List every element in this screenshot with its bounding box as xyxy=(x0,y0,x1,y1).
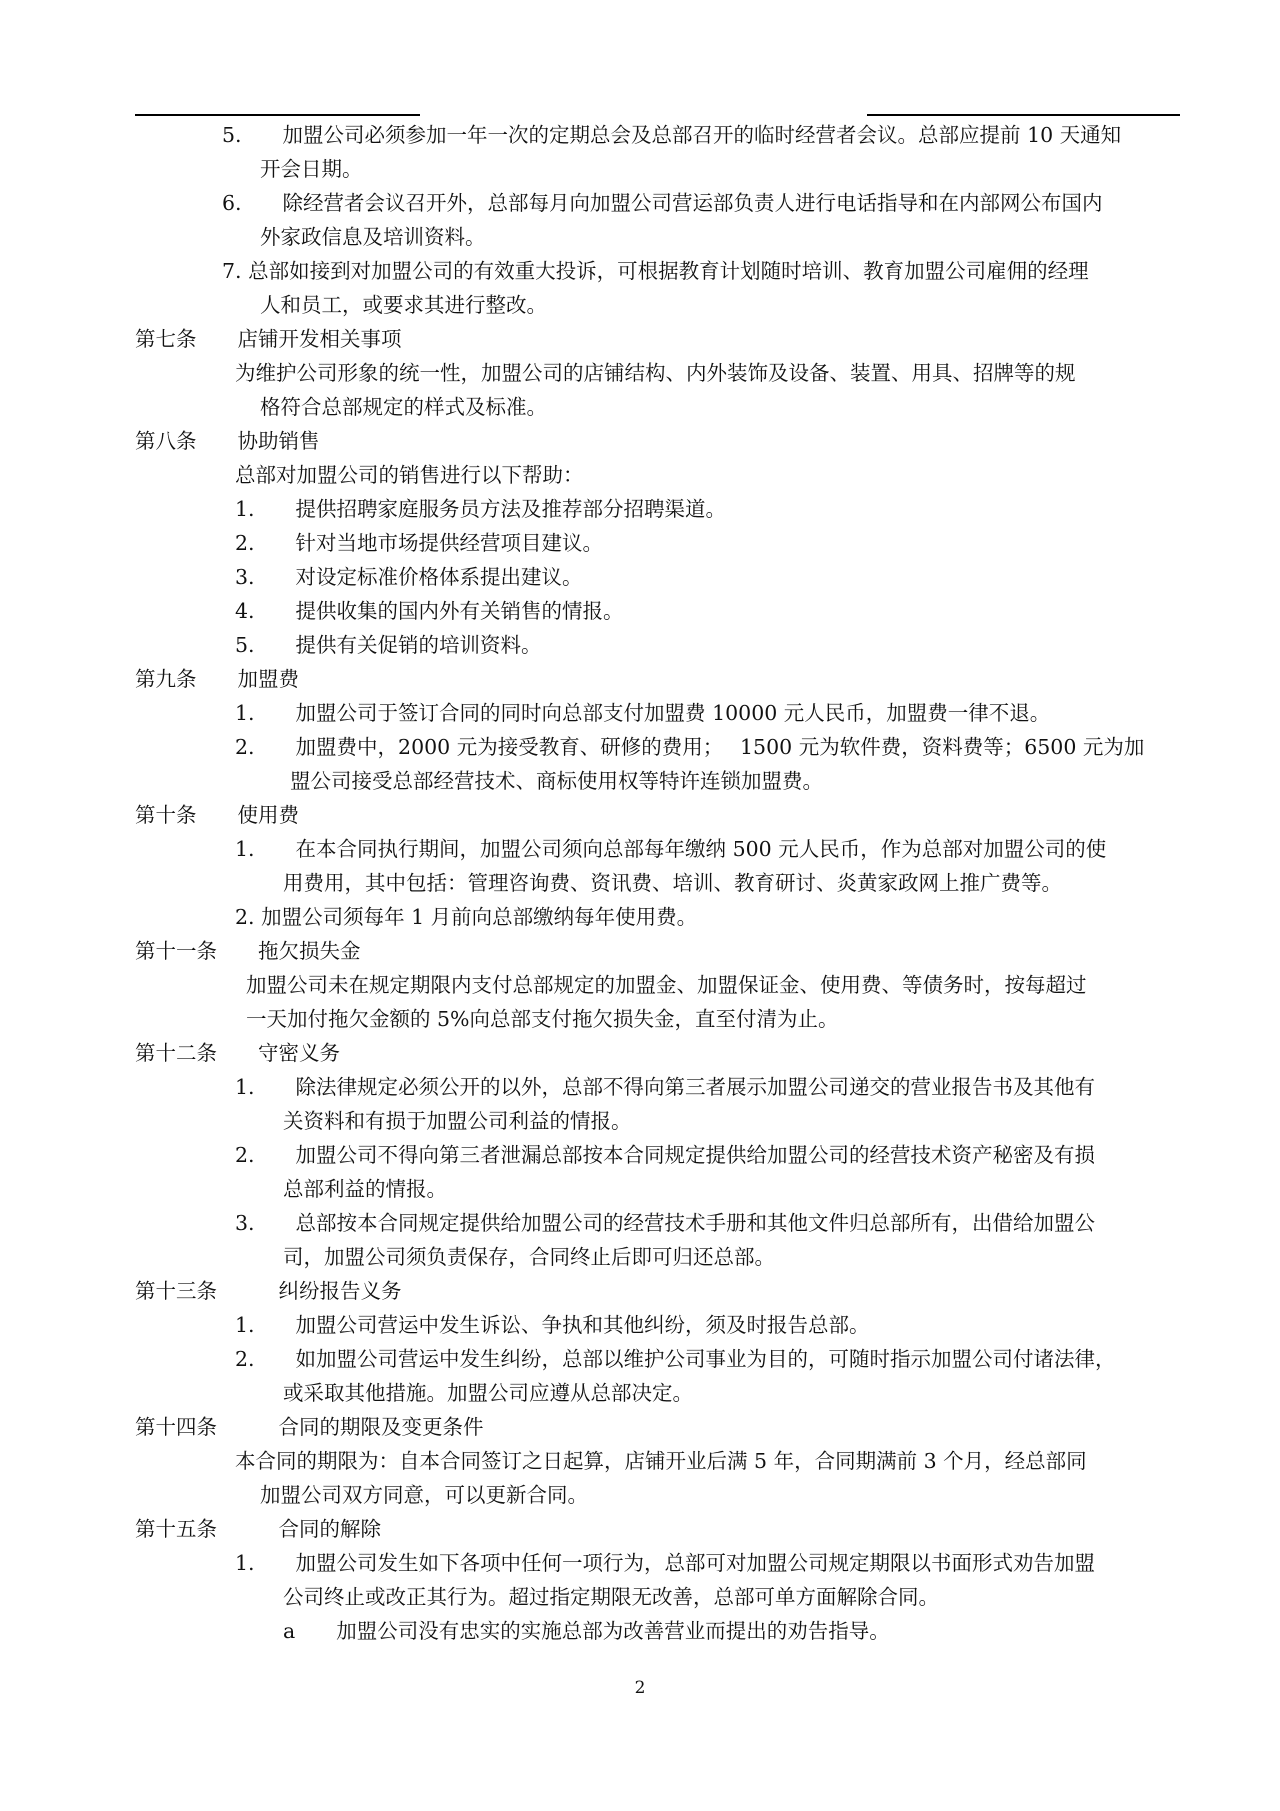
clause-12-item-3-cont: 司，加盟公司须负责保存，合同终止后即可归还总部。 xyxy=(283,1245,775,1269)
clause-7-body: 为维护公司形象的统一性，加盟公司的店铺结构、内外装饰及设备、装置、用具、招牌等的规 xyxy=(235,361,1076,385)
page-number: 2 xyxy=(634,1678,646,1698)
clause-13-item-2-cont: 或采取其他措施。加盟公司应遵从总部决定。 xyxy=(283,1381,693,1405)
clause-14-body-cont: 加盟公司双方同意，可以更新合同。 xyxy=(260,1483,588,1507)
clause-15-item-1: 1. 加盟公司发生如下各项中任何一项行为，总部可对加盟公司规定期限以书面形式劝告加盟 xyxy=(235,1551,1096,1575)
clause-10-item-2: 2. 加盟公司须每年 1 月前向总部缴纳每年使用费。 xyxy=(235,905,698,929)
clause-6-item-7: 7. 总部如接到对加盟公司的有效重大投诉，可根据教育计划随时培训、教育加盟公司雇佣的经理 xyxy=(222,259,1089,283)
clause-8-intro: 总部对加盟公司的销售进行以下帮助： xyxy=(235,463,584,487)
header-rule-right xyxy=(867,114,1180,116)
clause-8-item-2: 2. 针对当地市场提供经营项目建议。 xyxy=(235,531,604,555)
clause-12-item-1-cont: 关资料和有损于加盟公司利益的情报。 xyxy=(283,1109,632,1133)
clause-7-body-cont: 格符合总部规定的样式及标准。 xyxy=(260,395,547,419)
clause-12-item-3: 3. 总部按本合同规定提供给加盟公司的经营技术手册和其他文件归总部所有，出借给加盟公 xyxy=(235,1211,1096,1235)
clause-12-item-2: 2. 加盟公司不得向第三者泄漏总部按本合同规定提供给加盟公司的经营技术资产秘密及有损 xyxy=(235,1143,1096,1167)
clause-11-body-cont: 一天加付拖欠金额的 5%向总部支付拖欠损失金，直至付清为止。 xyxy=(246,1007,839,1031)
clause-12-heading: 第十二条 守密义务 xyxy=(135,1041,340,1065)
clause-8-heading: 第八条 协助销售 xyxy=(135,429,320,453)
clause-14-body: 本合同的期限为：自本合同签订之日起算，店铺开业后满 5 年，合同期满前 3 个月，经总部同 xyxy=(235,1449,1087,1473)
clause-8-item-3: 3. 对设定标准价格体系提出建议。 xyxy=(235,565,583,589)
clause-11-heading: 第十一条 拖欠损失金 xyxy=(135,939,361,963)
clause-9-item-2: 2. 加盟费中，2000 元为接受教育、研修的费用； 1500 元为软件费，资料费等；6500 元为加 xyxy=(235,735,1145,759)
clause-12-item-1: 1. 除法律规定必须公开的以外，总部不得向第三者展示加盟公司递交的营业报告书及其他有 xyxy=(235,1075,1096,1099)
clause-12-item-2-cont: 总部利益的情报。 xyxy=(283,1177,447,1201)
clause-9-item-1: 1. 加盟公司于签订合同的同时向总部支付加盟费 10000 元人民币，加盟费一律不退。 xyxy=(235,701,1051,725)
clause-13-heading: 第十三条 纠纷报告义务 xyxy=(135,1279,402,1303)
clause-14-heading: 第十四条 合同的期限及变更条件 xyxy=(135,1415,484,1439)
header-rule-left xyxy=(135,114,420,116)
clause-10-item-1: 1. 在本合同执行期间，加盟公司须向总部每年缴纳 500 元人民币，作为总部对加盟公司的使 xyxy=(235,837,1107,861)
clause-9-item-2-cont: 盟公司接受总部经营技术、商标使用权等特许连锁加盟费。 xyxy=(290,769,823,793)
clause-6-item-6-cont: 外家政信息及培训资料。 xyxy=(260,225,486,249)
clause-6-item-6: 6. 除经营者会议召开外，总部每月向加盟公司营运部负责人进行电话指导和在内部网公布国内 xyxy=(222,191,1103,215)
clause-6-item-5-cont: 开会日期。 xyxy=(260,157,363,181)
clause-7-heading: 第七条 店铺开发相关事项 xyxy=(135,327,402,351)
clause-8-item-1: 1. 提供招聘家庭服务员方法及推荐部分招聘渠道。 xyxy=(235,497,727,521)
clause-10-item-1-cont: 用费用，其中包括：管理咨询费、资讯费、培训、教育研讨、炎黄家政网上推广费等。 xyxy=(283,871,1062,895)
clause-9-heading: 第九条 加盟费 xyxy=(135,667,299,691)
clause-13-item-2: 2. 如加盟公司营运中发生纠纷，总部以维护公司事业为目的，可随时指示加盟公司付诸法律， xyxy=(235,1347,1116,1371)
clause-15-heading: 第十五条 合同的解除 xyxy=(135,1517,381,1541)
clause-15-item-1-sub-a: a 加盟公司没有忠实的实施总部为改善营业而提出的劝告指导。 xyxy=(283,1619,890,1643)
clause-11-body: 加盟公司未在规定期限内支付总部规定的加盟金、加盟保证金、使用费、等债务时，按每超过 xyxy=(246,973,1087,997)
clause-8-item-4: 4. 提供收集的国内外有关销售的情报。 xyxy=(235,599,624,623)
clause-10-heading: 第十条 使用费 xyxy=(135,803,299,827)
clause-13-item-1: 1. 加盟公司营运中发生诉讼、争执和其他纠纷，须及时报告总部。 xyxy=(235,1313,870,1337)
clause-6-item-5: 5. 加盟公司必须参加一年一次的定期总会及总部召开的临时经营者会议。总部应提前 10 天通知 xyxy=(222,123,1122,147)
clause-15-item-1-cont: 公司终止或改正其行为。超过指定期限无改善，总部可单方面解除合同。 xyxy=(283,1585,939,1609)
clause-8-item-5: 5. 提供有关促销的培训资料。 xyxy=(235,633,542,657)
clause-6-item-7-cont: 人和员工，或要求其进行整改。 xyxy=(260,293,547,317)
